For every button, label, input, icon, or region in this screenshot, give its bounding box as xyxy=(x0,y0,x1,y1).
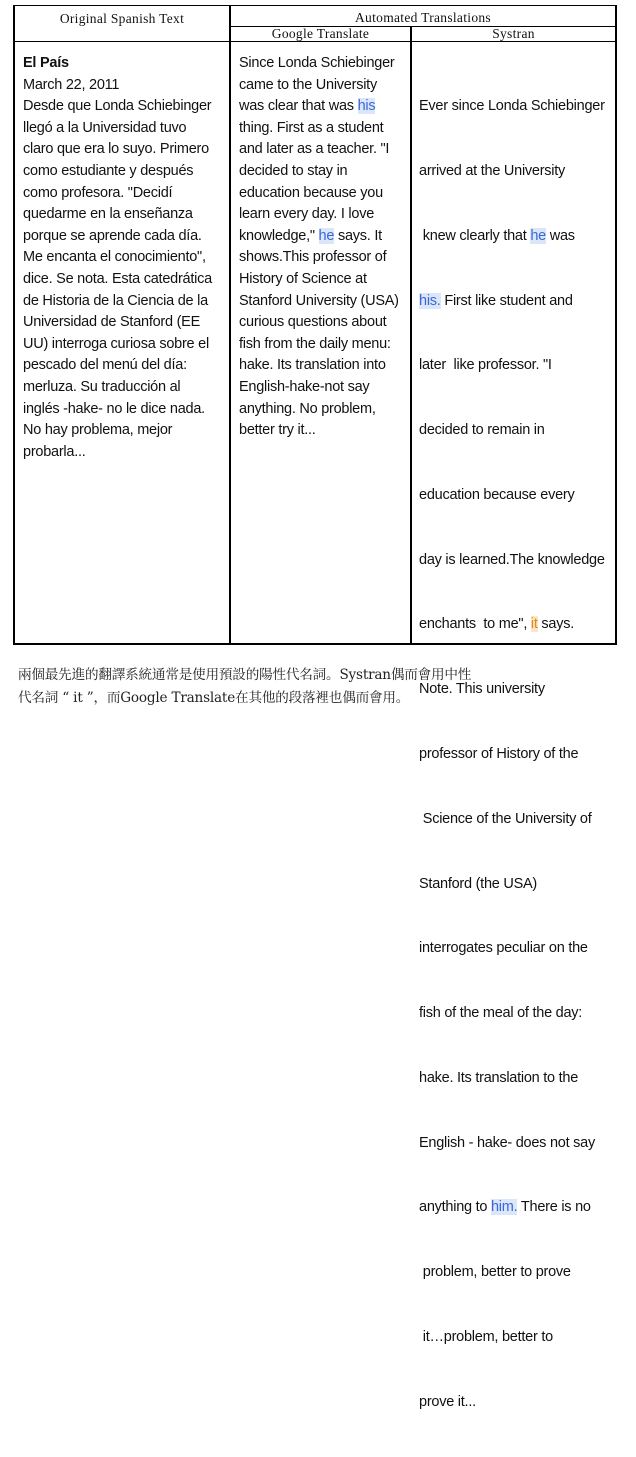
text-line: pescado del menú del día: xyxy=(23,357,187,374)
text-line: curious questions about xyxy=(239,314,387,331)
text-line: English - hake- does not say xyxy=(419,1134,595,1151)
text-line: Me encanta el conocimiento", xyxy=(23,249,206,266)
text-line: porque se aprende cada día. xyxy=(23,227,202,244)
spanish-text-cell xyxy=(23,53,228,463)
text-line: dice. Se nota. Esta catedrática xyxy=(23,270,212,287)
header-original-spanish: Original Spanish Text xyxy=(59,11,185,26)
text-line: enchants to me", it says. xyxy=(419,616,575,633)
text-line: and later as a teacher. "I xyxy=(239,141,390,158)
text-line: shows.This professor of xyxy=(239,249,387,266)
text-line: education because every xyxy=(419,486,575,503)
text-line: hake. Its translation into xyxy=(239,357,386,374)
text-line: prove it... xyxy=(419,1393,476,1410)
figure-caption xyxy=(18,664,628,710)
text-line: knowledge," he says. It xyxy=(239,227,382,244)
text-line: como estudiante y después xyxy=(23,162,194,179)
text-line: education because you xyxy=(239,184,383,201)
table-border-left xyxy=(13,5,15,645)
highlighted-pronoun: he xyxy=(530,227,546,244)
text-line: fish from the daily menu: xyxy=(239,335,391,352)
text-line: arrived at the University xyxy=(419,162,566,179)
text-line: anything. No problem, xyxy=(239,400,376,417)
text-line: claro que era lo suyo. Primero xyxy=(23,141,209,158)
text-line: merluza. Su traducción al xyxy=(23,378,181,395)
text-line: professor of History of the xyxy=(419,746,579,762)
text-line: History of Science at xyxy=(239,270,367,287)
caption-line: 兩個最先進的翻譯系統通常是使用預設的陽性代名詞。Systran偶而會用中性 xyxy=(18,667,472,683)
text-line: problem, better to prove xyxy=(419,1264,571,1281)
text-line: de Historia de la Ciencia de la xyxy=(23,292,208,309)
highlighted-neutral-pronoun: it xyxy=(530,616,538,633)
text-line: was clear that was his xyxy=(239,98,376,115)
text-line: hake. Its translation to the xyxy=(419,1069,579,1086)
text-line: learn every day. I love xyxy=(239,206,375,223)
text-line: decided to stay in xyxy=(239,162,348,179)
text-line: UU) interroga curiosa sobre el xyxy=(23,335,209,352)
text-line: Ever since Londa Schiebinger xyxy=(419,98,605,115)
header-systran: Systran xyxy=(492,26,535,41)
systran-cell xyxy=(419,53,617,1457)
text-line: Stanford (the USA) xyxy=(419,875,537,892)
text-line: thing. First as a student xyxy=(239,119,384,136)
text-line: came to the University xyxy=(239,76,377,93)
highlighted-pronoun: his. xyxy=(419,292,441,309)
text-line: quedarme en la enseñanza xyxy=(23,206,193,223)
highlighted-pronoun: his xyxy=(357,98,376,115)
caption-line: 代名詞 “ it ”，而Google Translate在其他的段落裡也偶而會用。 xyxy=(18,690,410,706)
text-line: Desde que Londa Schiebinger xyxy=(23,98,212,115)
text-line: knew clearly that he was xyxy=(419,227,575,244)
text-line: probarla... xyxy=(23,443,86,460)
text-line: it…problem, better to xyxy=(419,1329,553,1346)
text-line: fish of the meal of the day: xyxy=(419,1005,583,1022)
highlighted-pronoun: he xyxy=(318,227,335,244)
source-name: El País xyxy=(23,55,69,71)
header-bottom-rule xyxy=(13,41,617,42)
text-line: his. First like student and xyxy=(419,292,573,309)
text-line: interrogates peculiar on the xyxy=(419,940,588,957)
text-line: Note. This university xyxy=(419,681,545,698)
column-divider-1 xyxy=(229,5,231,645)
text-line: English-hake-not say xyxy=(239,378,370,395)
text-line: No hay problema, mejor xyxy=(23,422,173,439)
text-line: Universidad de Stanford (EE xyxy=(23,314,201,331)
text-line: day is learned.The knowledge xyxy=(419,551,605,568)
text-line: Since Londa Schiebinger xyxy=(239,55,395,71)
table-border-top xyxy=(13,5,617,6)
text-line: later like professor. "I xyxy=(419,357,552,374)
text-line: decided to remain in xyxy=(419,422,545,439)
google-translate-cell xyxy=(239,53,411,442)
text-line: como profesora. "Decidí xyxy=(23,184,173,201)
header-google-translate: Google Translate xyxy=(271,26,370,41)
text-line: anything to him. There is no xyxy=(419,1199,591,1216)
publication-date: March 22, 2011 xyxy=(23,76,120,93)
header-automated-translations: Automated Translations xyxy=(355,10,491,25)
text-line: inglés -hake- no le dice nada. xyxy=(23,400,205,417)
highlighted-pronoun: him. xyxy=(490,1199,518,1216)
text-line: Stanford University (USA) xyxy=(239,292,399,309)
text-line: Science of the University of xyxy=(419,810,592,827)
text-line: llegó a la Universidad tuvo xyxy=(23,119,187,136)
text-line: better try it... xyxy=(239,422,316,439)
